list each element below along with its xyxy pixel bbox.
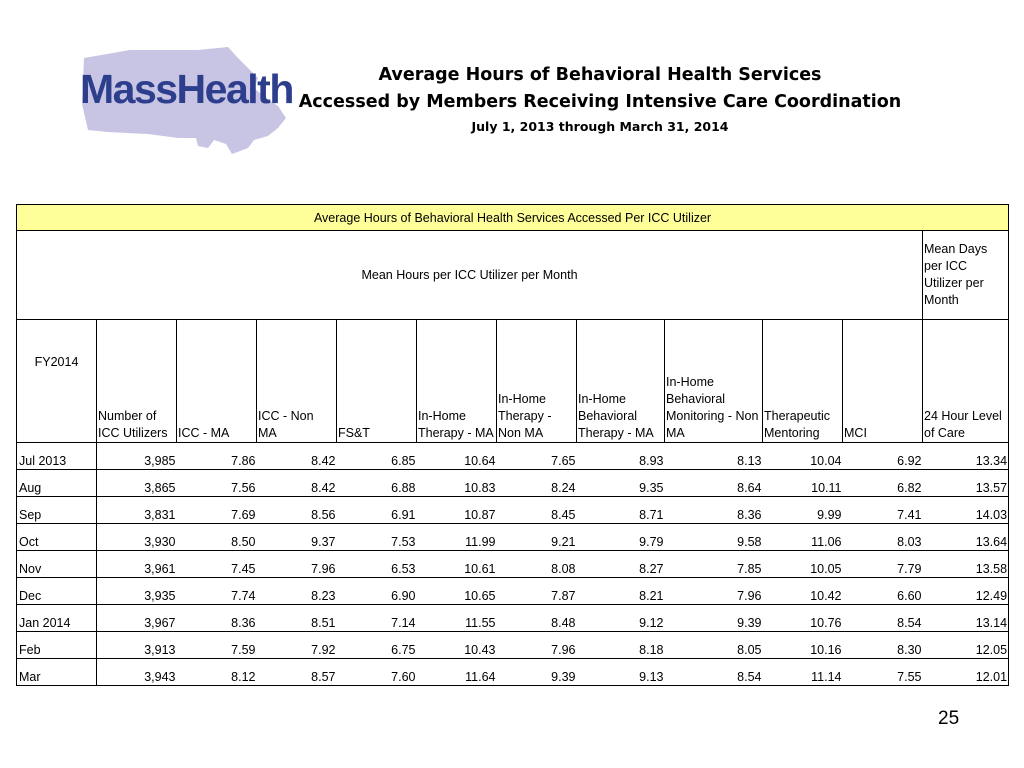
table-cell: 8.54 xyxy=(843,605,923,632)
table-cell: 7.86 xyxy=(177,443,257,470)
table-cell: 10.05 xyxy=(763,551,843,578)
table-cell: 9.39 xyxy=(497,659,577,686)
column-header: 24 Hour Level of Care xyxy=(923,320,1009,443)
table-cell: 9.39 xyxy=(665,605,763,632)
table-cell: 13.58 xyxy=(923,551,1009,578)
table-cell: 13.14 xyxy=(923,605,1009,632)
row-month-cell: Sep xyxy=(17,497,97,524)
table-cell: 10.11 xyxy=(763,470,843,497)
table-cell: 8.42 xyxy=(257,443,337,470)
table-cell: 6.90 xyxy=(337,578,417,605)
table-cell: 7.79 xyxy=(843,551,923,578)
table-cell: 8.64 xyxy=(665,470,763,497)
table-cell: 9.99 xyxy=(763,497,843,524)
table-cell: 8.03 xyxy=(843,524,923,551)
table-cell: 3,930 xyxy=(97,524,177,551)
table-cell: 9.35 xyxy=(577,470,665,497)
table-row xyxy=(17,605,1009,632)
table-cell: 12.05 xyxy=(923,632,1009,659)
table-cell: 3,967 xyxy=(97,605,177,632)
row-month-cell: Aug xyxy=(17,470,97,497)
table-cell: 3,961 xyxy=(97,551,177,578)
table-cell: 3,865 xyxy=(97,470,177,497)
table-cell: 7.85 xyxy=(665,551,763,578)
table-cell: 9.21 xyxy=(497,524,577,551)
row-month-cell: Jan 2014 xyxy=(17,605,97,632)
table-cell: 7.74 xyxy=(177,578,257,605)
icc-hours-table xyxy=(16,204,1009,686)
title-line-1: Average Hours of Behavioral Health Services xyxy=(378,65,822,85)
table-cell: 12.01 xyxy=(923,659,1009,686)
table-cell: 11.06 xyxy=(763,524,843,551)
table-cell: 7.69 xyxy=(177,497,257,524)
table-cell: 6.75 xyxy=(337,632,417,659)
fy-header: FY2014 xyxy=(17,320,97,443)
table-cell: 7.96 xyxy=(497,632,577,659)
table-cell: 8.12 xyxy=(177,659,257,686)
table-cell: 9.13 xyxy=(577,659,665,686)
table-cell: 6.91 xyxy=(337,497,417,524)
table-cell: 8.30 xyxy=(843,632,923,659)
table-cell: 7.92 xyxy=(257,632,337,659)
table-cell: 11.64 xyxy=(417,659,497,686)
table-cell: 6.60 xyxy=(843,578,923,605)
table-cell: 7.56 xyxy=(177,470,257,497)
table-row xyxy=(17,551,1009,578)
row-month-cell: Oct xyxy=(17,524,97,551)
table-row xyxy=(17,443,1009,470)
table-cell: 6.85 xyxy=(337,443,417,470)
table-cell: 7.41 xyxy=(843,497,923,524)
table-cell: 8.42 xyxy=(257,470,337,497)
table-cell: 10.61 xyxy=(417,551,497,578)
table-cell: 8.54 xyxy=(665,659,763,686)
table-cell: 14.03 xyxy=(923,497,1009,524)
column-header: Number of ICC Utilizers xyxy=(97,320,177,443)
table-band-title: Average Hours of Behavioral Health Services Accessed Per ICC Utilizer xyxy=(17,205,1009,231)
table-band-row xyxy=(17,205,1009,231)
table-cell: 7.45 xyxy=(177,551,257,578)
table-cell: 8.48 xyxy=(497,605,577,632)
table-cell: 7.96 xyxy=(257,551,337,578)
table-cell: 11.55 xyxy=(417,605,497,632)
table-cell: 10.16 xyxy=(763,632,843,659)
table-cell: 8.36 xyxy=(177,605,257,632)
table-group-row xyxy=(17,231,1009,320)
table-row xyxy=(17,632,1009,659)
table-cell: 10.65 xyxy=(417,578,497,605)
table-cell: 8.93 xyxy=(577,443,665,470)
table-cell: 3,831 xyxy=(97,497,177,524)
table-cell: 11.14 xyxy=(763,659,843,686)
table-cell: 8.36 xyxy=(665,497,763,524)
table-cell: 8.21 xyxy=(577,578,665,605)
table-cell: 8.23 xyxy=(257,578,337,605)
column-header: In-Home Behavioral Monitoring - Non MA xyxy=(665,320,763,443)
slide-title xyxy=(290,62,910,138)
table-cell: 6.88 xyxy=(337,470,417,497)
table-cell: 13.57 xyxy=(923,470,1009,497)
table-cell: 7.59 xyxy=(177,632,257,659)
page-number: 25 xyxy=(938,708,960,729)
row-month-cell: Mar xyxy=(17,659,97,686)
column-header: ICC - MA xyxy=(177,320,257,443)
table-row xyxy=(17,659,1009,686)
table-cell: 8.08 xyxy=(497,551,577,578)
row-month-cell: Dec xyxy=(17,578,97,605)
logo-wordmark: MassHealth xyxy=(80,66,293,112)
table-cell: 9.12 xyxy=(577,605,665,632)
column-header: Therapeutic Mentoring xyxy=(763,320,843,443)
table-row xyxy=(17,578,1009,605)
table-cell: 3,985 xyxy=(97,443,177,470)
column-header: In-Home Therapy - MA xyxy=(417,320,497,443)
table-cell: 8.56 xyxy=(257,497,337,524)
table-cell: 12.49 xyxy=(923,578,1009,605)
column-header: In-Home Behavioral Therapy - MA xyxy=(577,320,665,443)
table-cell: 6.53 xyxy=(337,551,417,578)
table-cell: 3,935 xyxy=(97,578,177,605)
table-cell: 8.24 xyxy=(497,470,577,497)
table-cell: 9.58 xyxy=(665,524,763,551)
column-header: In-Home Therapy - Non MA xyxy=(497,320,577,443)
title-line-2: Accessed by Members Receiving Intensive Care Coordination xyxy=(298,92,902,112)
table-cell: 9.37 xyxy=(257,524,337,551)
table-cell: 7.96 xyxy=(665,578,763,605)
table-cell: 8.71 xyxy=(577,497,665,524)
row-month-cell: Feb xyxy=(17,632,97,659)
table-cell: 13.64 xyxy=(923,524,1009,551)
column-header: ICC - Non MA xyxy=(257,320,337,443)
table-row xyxy=(17,497,1009,524)
table-cell: 8.51 xyxy=(257,605,337,632)
table-cell: 10.04 xyxy=(763,443,843,470)
table-cell: 11.99 xyxy=(417,524,497,551)
column-header: MCI xyxy=(843,320,923,443)
table-cell: 10.64 xyxy=(417,443,497,470)
column-header: FS&T xyxy=(337,320,417,443)
table-body xyxy=(17,443,1009,686)
table-cell: 8.45 xyxy=(497,497,577,524)
title-date-range: July 1, 2013 through March 31, 2014 xyxy=(471,119,729,134)
table-cell: 8.18 xyxy=(577,632,665,659)
table-cell: 6.82 xyxy=(843,470,923,497)
table-row xyxy=(17,524,1009,551)
table-cell: 7.87 xyxy=(497,578,577,605)
mean-days-group-header: Mean Days per ICC Utilizer per Month xyxy=(923,231,1009,320)
table-cell: 8.27 xyxy=(577,551,665,578)
table-cell: 10.87 xyxy=(417,497,497,524)
table-cell: 7.14 xyxy=(337,605,417,632)
table-cell: 10.42 xyxy=(763,578,843,605)
masshealth-logo xyxy=(78,44,293,156)
table-cell: 7.55 xyxy=(843,659,923,686)
table-cell: 10.76 xyxy=(763,605,843,632)
table-cell: 13.34 xyxy=(923,443,1009,470)
table-cell: 8.13 xyxy=(665,443,763,470)
table-cell: 8.05 xyxy=(665,632,763,659)
table-cell: 9.79 xyxy=(577,524,665,551)
table-cell: 7.60 xyxy=(337,659,417,686)
table-cell: 10.43 xyxy=(417,632,497,659)
column-header-row xyxy=(17,320,1009,443)
table-cell: 8.57 xyxy=(257,659,337,686)
table-cell: 3,943 xyxy=(97,659,177,686)
table-row xyxy=(17,470,1009,497)
table-cell: 7.53 xyxy=(337,524,417,551)
table-cell: 10.83 xyxy=(417,470,497,497)
row-month-cell: Jul 2013 xyxy=(17,443,97,470)
table-cell: 7.65 xyxy=(497,443,577,470)
table-cell: 8.50 xyxy=(177,524,257,551)
table-cell: 3,913 xyxy=(97,632,177,659)
mean-hours-group-header: Mean Hours per ICC Utilizer per Month xyxy=(17,231,923,320)
table-cell: 6.92 xyxy=(843,443,923,470)
row-month-cell: Nov xyxy=(17,551,97,578)
